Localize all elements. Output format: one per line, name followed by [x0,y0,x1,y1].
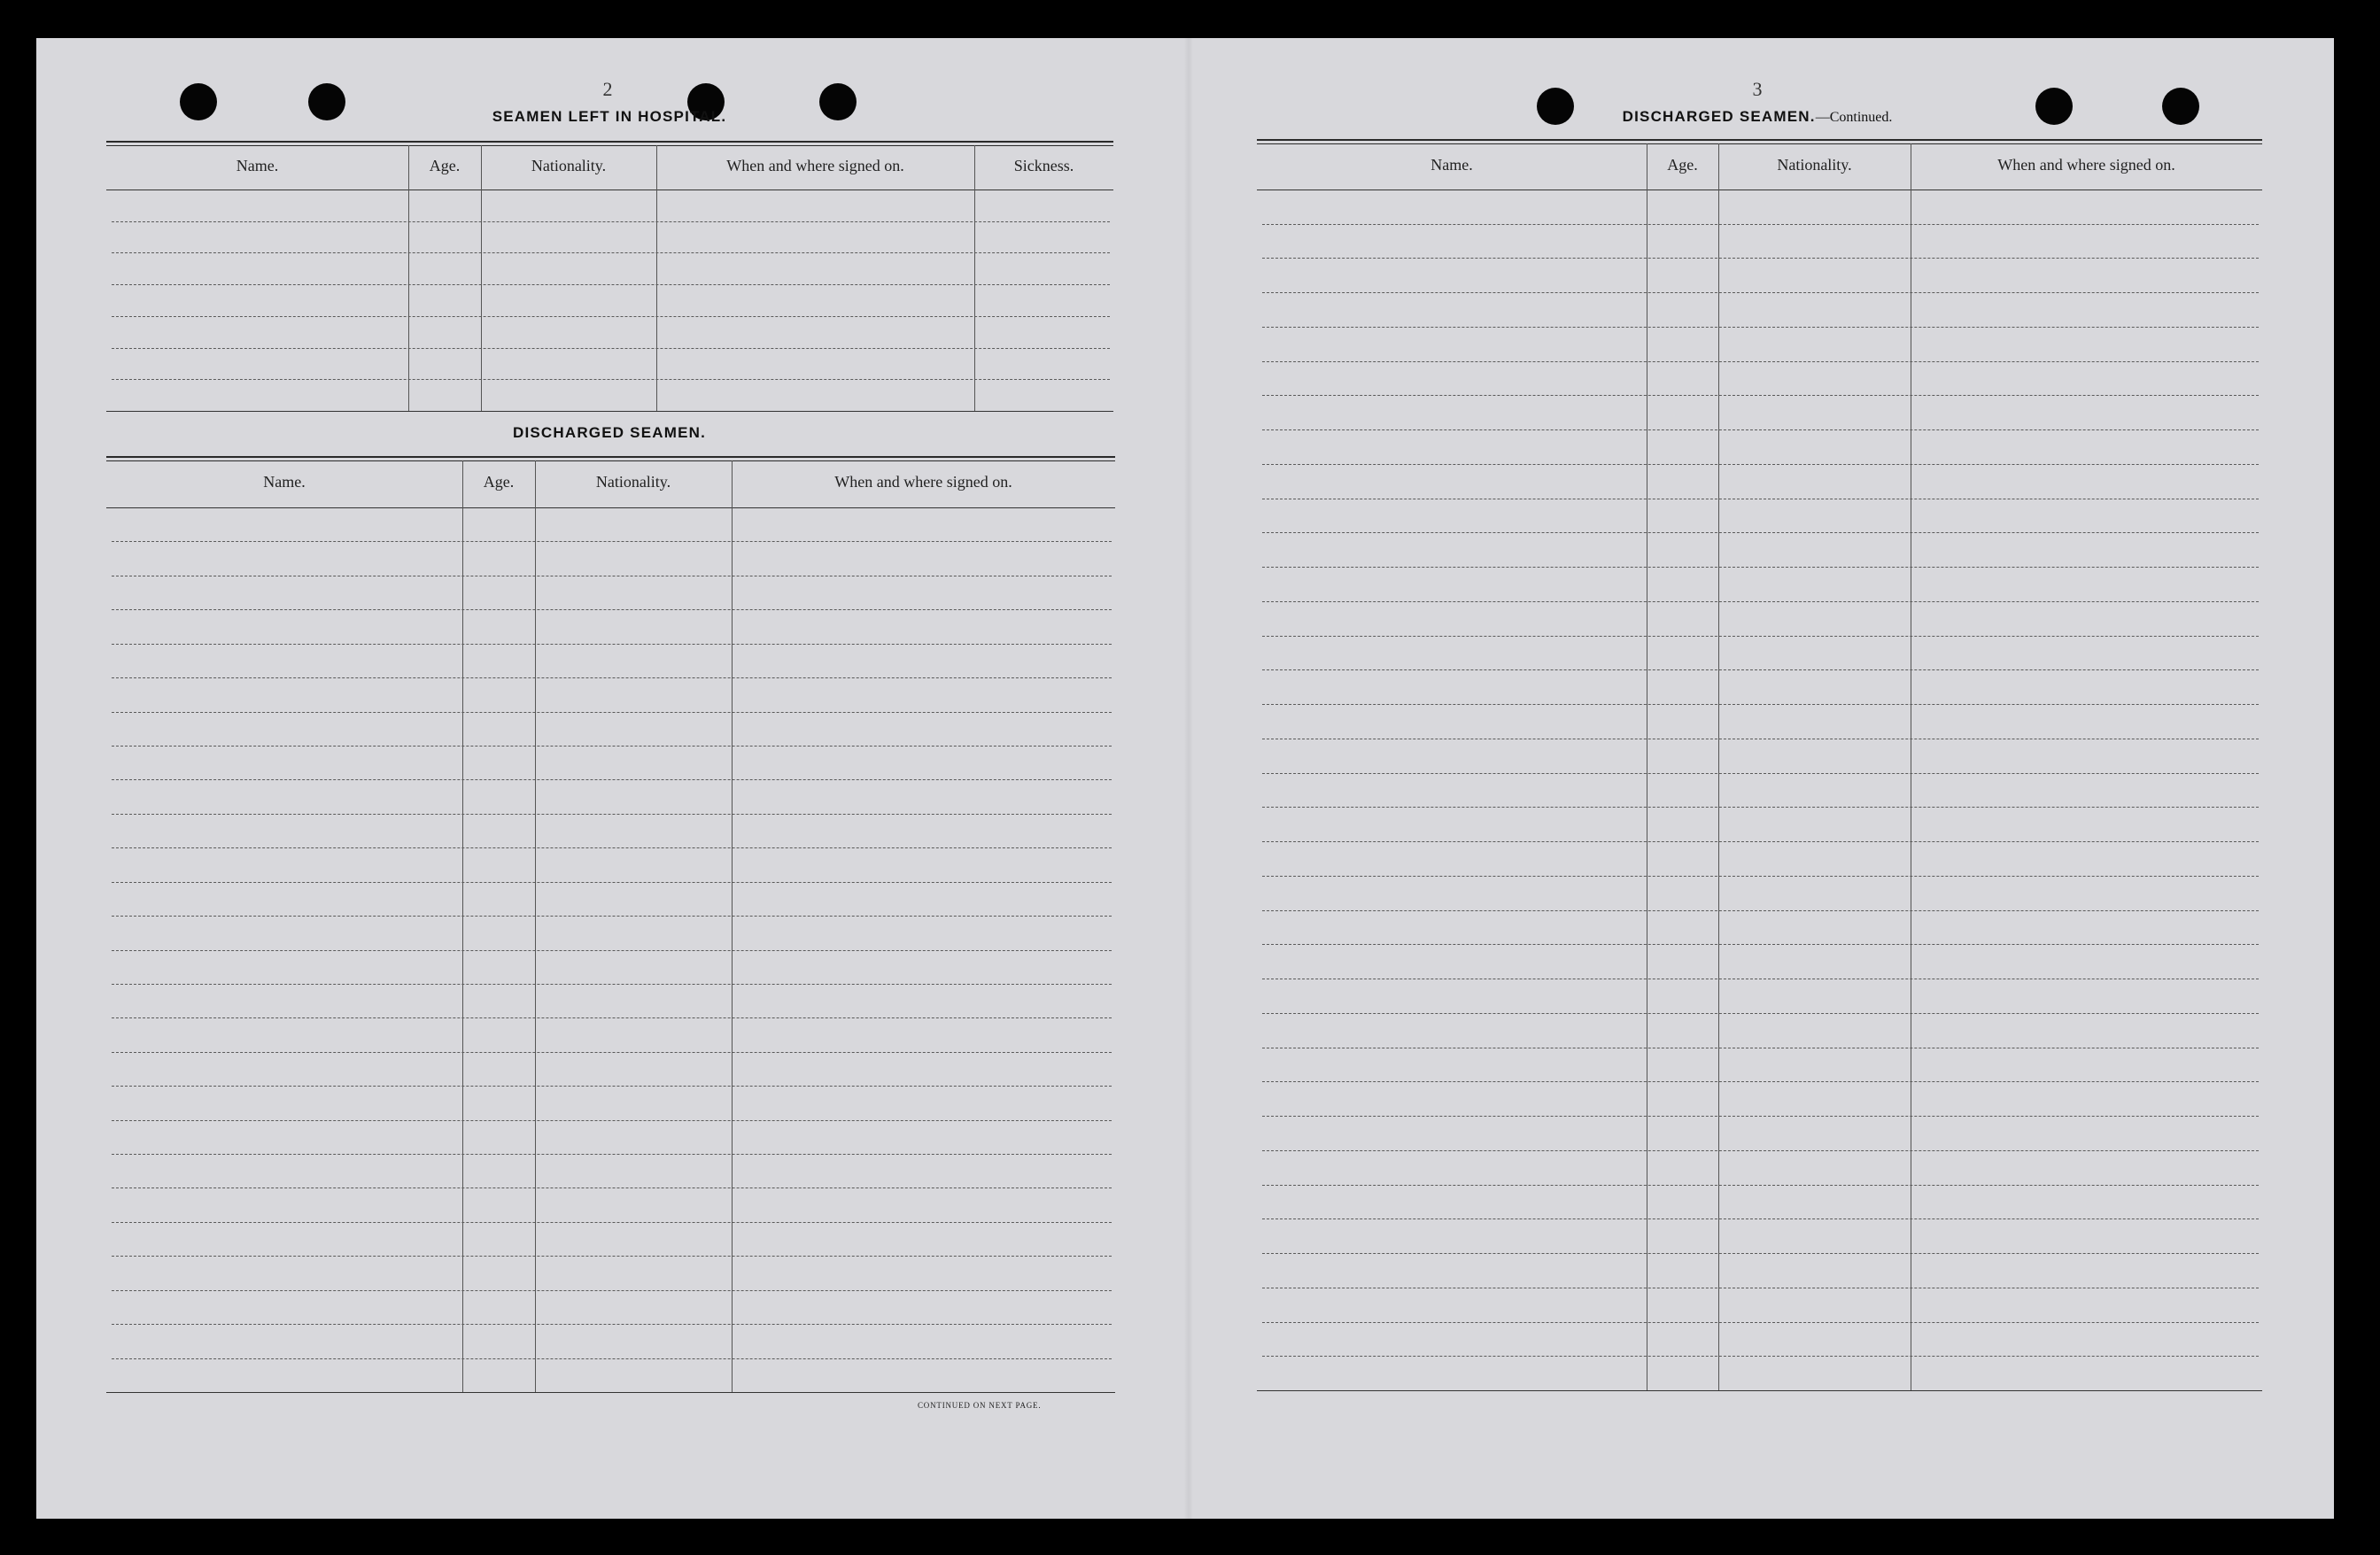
table-row [112,1222,1112,1223]
table-row [1262,1150,2259,1151]
table-row [1262,258,2259,259]
column-header: When and where signed on. [834,473,1012,491]
column-header: Nationality. [531,156,607,174]
table-bottom-rule [1257,1390,2262,1391]
column-header: Name. [1430,155,1473,174]
table-row [112,1154,1112,1155]
table-row [1262,669,2259,670]
table-row [112,541,1112,542]
table-row [1262,567,2259,568]
table-row [1262,1218,2259,1219]
table-row [112,1086,1112,1087]
table-row [112,284,1110,285]
punch-hole [819,83,857,120]
table-row [112,1290,1112,1291]
table-row [1262,636,2259,637]
column-divider [481,145,482,411]
punch-hole [180,83,217,120]
table-row [1262,395,2259,396]
table-row [1262,601,2259,602]
discharged-table [106,456,1115,1392]
punch-hole [2035,88,2073,125]
column-header: Age. [429,156,461,174]
table-top-rule [1257,139,2262,144]
header-rule [106,507,1115,508]
table-row [1262,361,2259,362]
table-row [112,984,1112,985]
page-fold [1184,38,1193,1519]
table-row [112,712,1112,713]
table-bottom-rule [106,411,1113,412]
table-top-rule [106,141,1113,146]
table-row [1262,1185,2259,1186]
table-row [1262,1356,2259,1357]
column-divider [462,460,463,1392]
table-row [112,1358,1112,1359]
table-bottom-rule [106,1392,1115,1393]
punch-hole [1537,88,1574,125]
page-number-right: 3 [1752,78,1763,100]
table-row [112,950,1112,951]
table-row [112,1324,1112,1325]
ledger-sheet [36,38,2334,1519]
column-divider [732,460,733,1392]
table-row [1262,1013,2259,1014]
table-row [112,814,1112,815]
table-row [1262,841,2259,842]
table-row [112,379,1110,380]
table-row [112,1120,1112,1121]
table-row [112,677,1112,678]
table-row [112,1052,1112,1053]
column-header: When and where signed on. [1997,155,2175,174]
table-row [1262,807,2259,808]
page-number-left: 2 [602,78,613,100]
column-header: When and where signed on. [726,156,904,174]
table-row [1262,773,2259,774]
table-row [112,644,1112,645]
table-row [112,1017,1112,1018]
table-top-rule [106,456,1115,461]
punch-hole [2162,88,2199,125]
table-row [1262,1081,2259,1082]
table-row [112,746,1112,747]
column-header: Sickness. [1013,156,1074,174]
table-row [1262,1116,2259,1117]
column-header: Name. [236,156,279,174]
punch-hole [308,83,345,120]
table-row [1262,224,2259,225]
table-row [1262,1253,2259,1254]
hospital-section-title: SEAMEN LEFT IN HOSPITAL. [492,108,727,125]
column-header: Nationality. [595,473,671,491]
table-row [112,348,1110,349]
table-row [1262,292,2259,293]
table-row [112,847,1112,848]
table-row [112,609,1112,610]
table-row [1262,464,2259,465]
table-row [1262,327,2259,328]
discharged-section-title: DISCHARGED SEAMEN. [512,424,707,441]
table-row [112,916,1112,917]
column-divider [656,145,657,411]
hospital-table [106,141,1113,411]
table-row [1262,910,2259,911]
table-row [112,252,1110,253]
column-divider [1718,143,1719,1390]
table-row [112,316,1110,317]
continued-footer: CONTINUED ON NEXT PAGE. [918,1401,1042,1410]
column-header: Name. [263,473,306,491]
column-header: Age. [1667,155,1698,174]
column-header: Age. [483,473,515,491]
continued-table [1257,139,2262,1390]
table-row [1262,1322,2259,1323]
discharged-continued-title [1623,108,1893,126]
title-suffix: —Continued. [1815,110,1893,125]
column-divider [408,145,409,411]
table-row [1262,704,2259,705]
table-row [1262,944,2259,945]
table-row [112,1256,1112,1257]
column-divider [535,460,536,1392]
table-row [1262,532,2259,533]
table-row [1262,876,2259,877]
table-row [112,221,1110,222]
table-row [112,882,1112,883]
title-main: DISCHARGED SEAMEN. [1622,108,1816,125]
table-row [112,779,1112,780]
column-divider [974,145,975,411]
table-row [1262,429,2259,430]
column-header: Nationality. [1777,155,1852,174]
